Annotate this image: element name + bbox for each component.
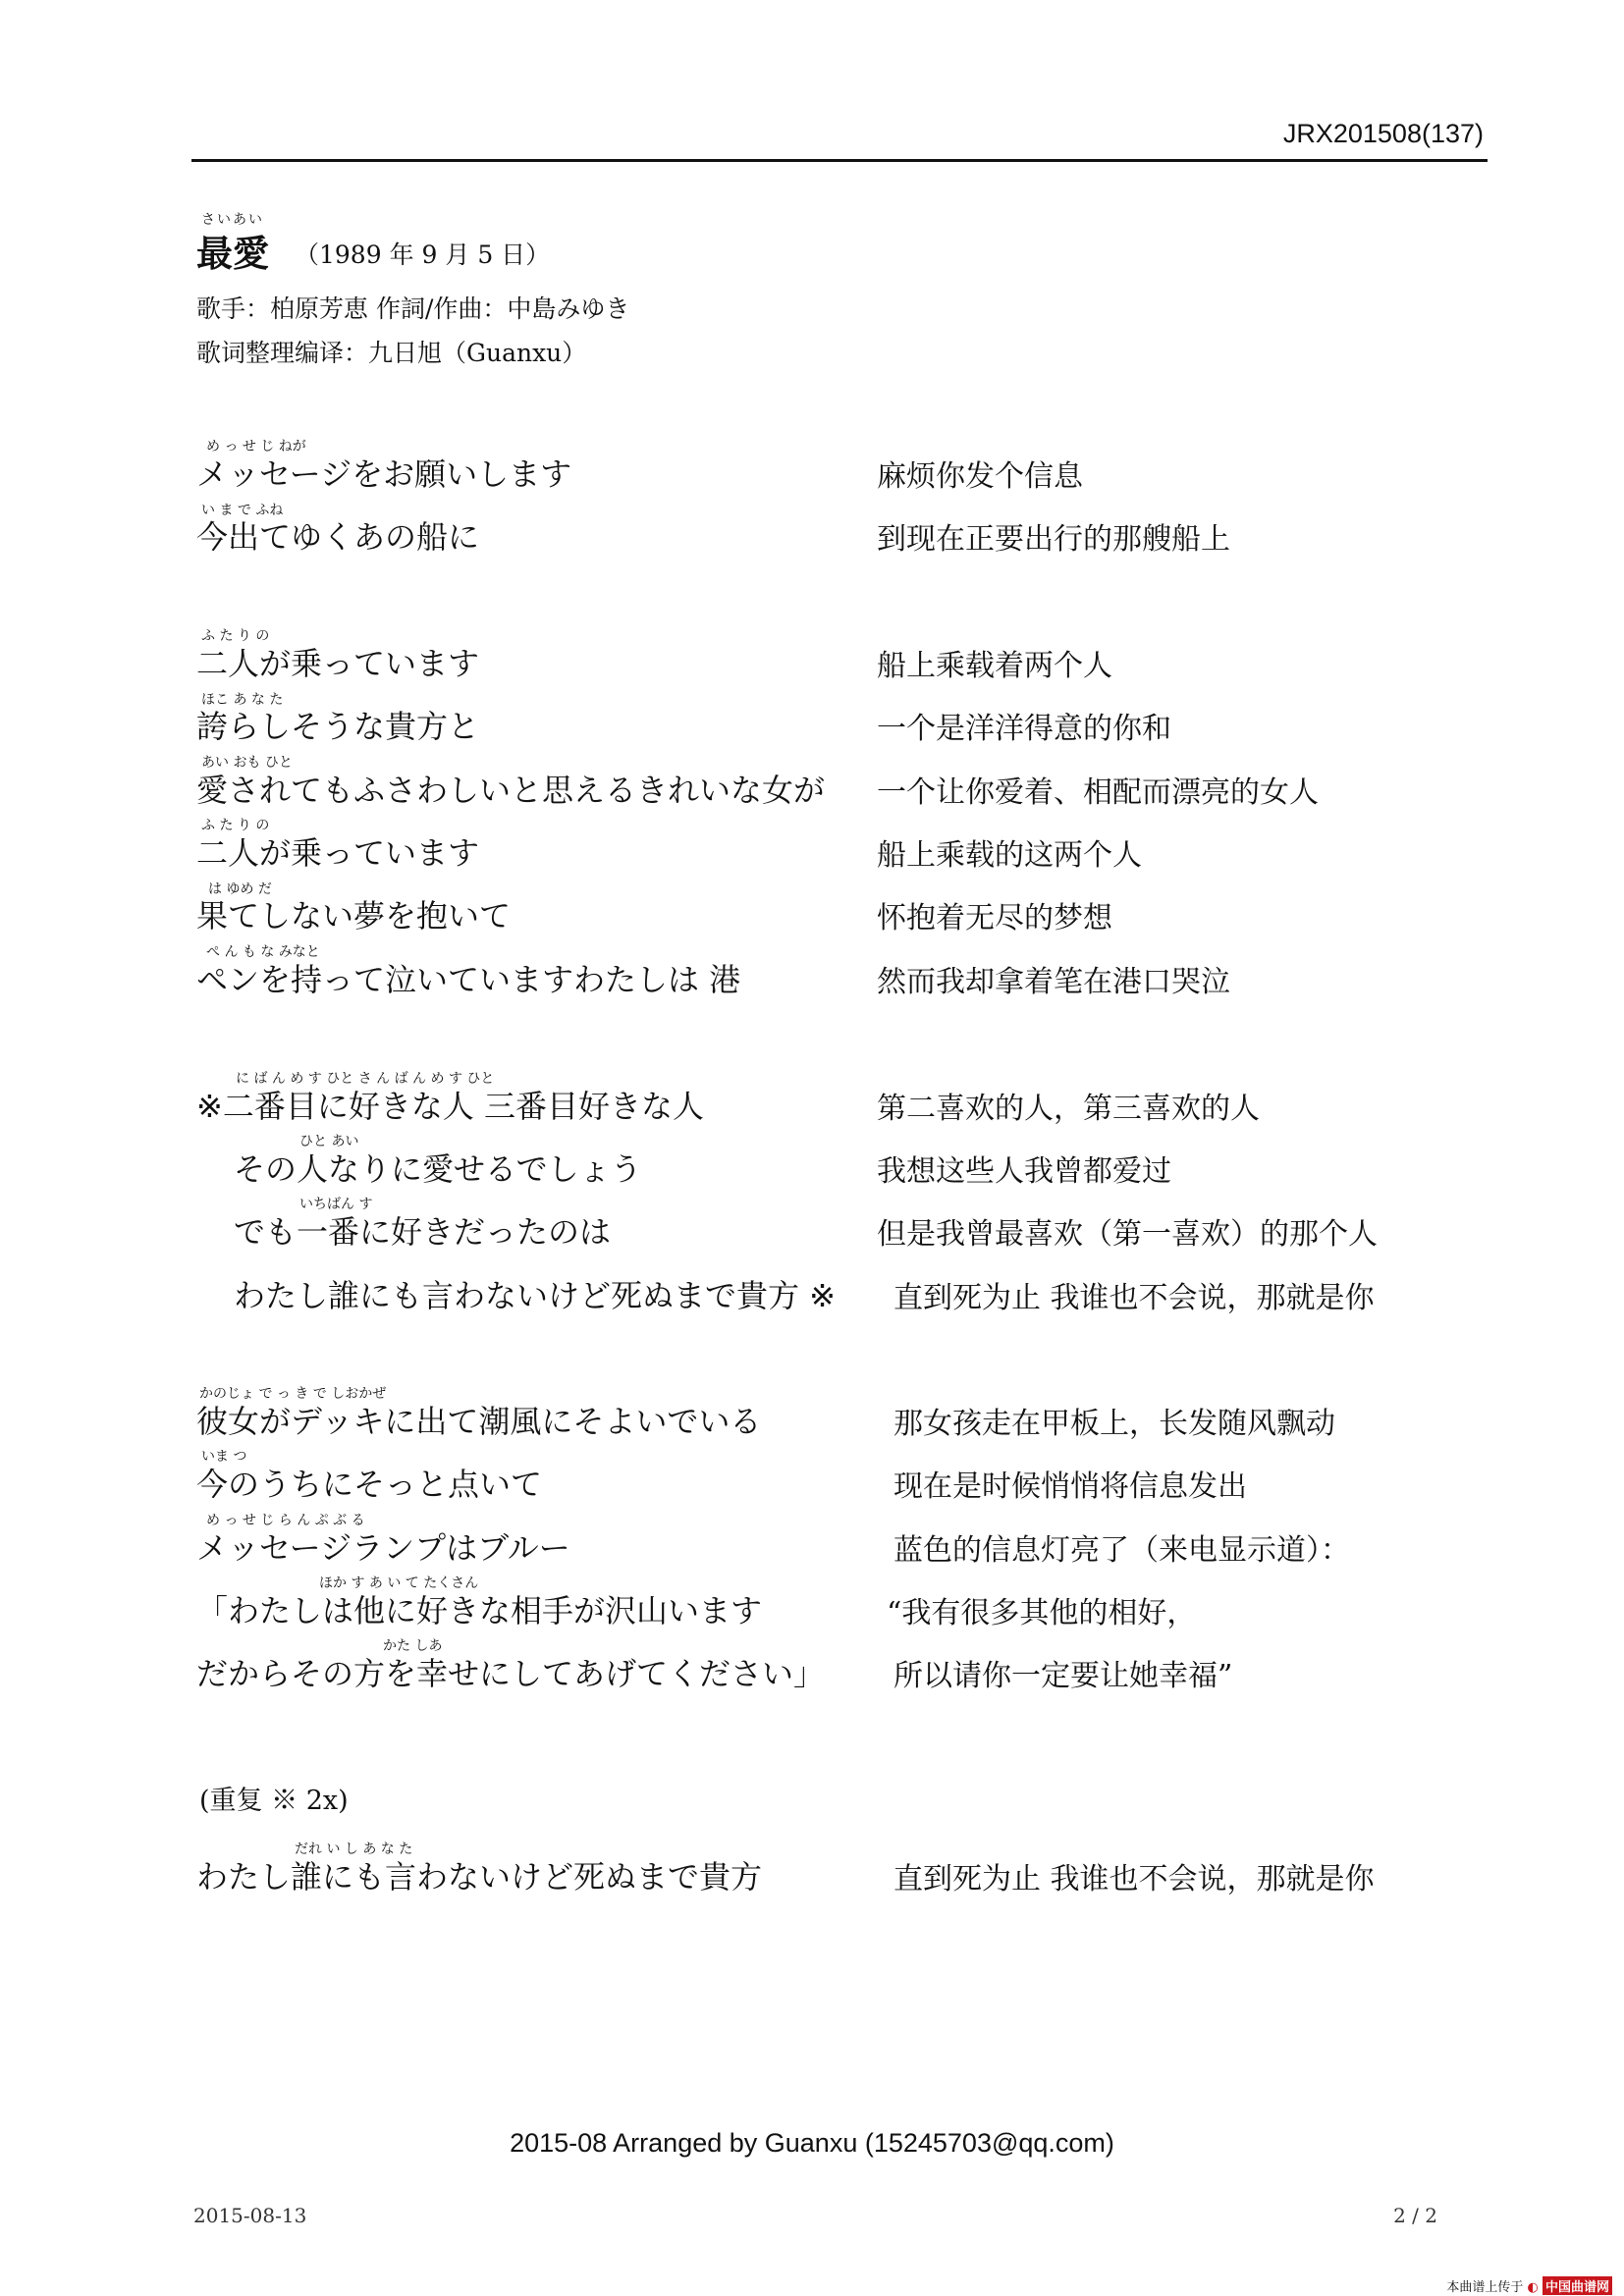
lyric-ruby: は ゆめ だ	[208, 881, 272, 897]
lyric-ruby: あい おも ひと	[201, 755, 293, 771]
lyric-japanese: 誇らしそうな貴方と	[196, 708, 480, 745]
lyric-japanese: わたし誰にも言わないけど死ぬまで貴方	[196, 1858, 763, 1896]
lyric-japanese: その人なりに愛せるでしょう	[234, 1150, 642, 1188]
lyric-ruby: かのじょ で っ き で しおかぜ	[199, 1386, 387, 1402]
lyric-translation: 现在是时候悄悄将信息发出	[893, 1469, 1247, 1504]
lyric-ruby: ふ た り の	[201, 818, 270, 833]
footer-date: 2015-08-13	[193, 2204, 307, 2227]
lyric-japanese: でも一番に好きだったのは	[234, 1213, 612, 1251]
title-ruby: さいあい	[201, 212, 264, 228]
lyric-translation: 蓝色的信息灯亮了（来电显示道）：	[893, 1533, 1350, 1568]
header-divider	[191, 159, 1488, 162]
lyric-translation: 直到死为止 我谁也不会说，那就是你	[893, 1862, 1375, 1896]
watermark-prefix: 本曲谱上传于	[1446, 2280, 1524, 2295]
watermark-logo-icon: ◐	[1527, 2280, 1539, 2295]
lyric-ruby: いま つ	[201, 1449, 247, 1465]
lyric-ruby: かた しあ	[383, 1638, 443, 1654]
lyric-translation: “我有很多其他的相好，	[887, 1596, 1197, 1630]
lyric-ruby: ひと あい	[299, 1134, 359, 1149]
lyric-ruby: め っ せ じ ねが	[206, 439, 306, 454]
lyric-japanese: 「わたしは他に好きな相手が沢山います	[196, 1592, 763, 1629]
lyric-japanese: メッセージをお願いします	[196, 455, 572, 493]
lyric-ruby: ぺ ん も な みなと	[206, 944, 320, 960]
lyric-ruby: に ば ん め す ひと さ ん ば ん め す ひと	[236, 1071, 495, 1087]
lyric-japanese: 二人が乗っています	[196, 834, 480, 872]
lyric-ruby: ふ た り の	[201, 628, 270, 644]
lyric-japanese: 愛されてもふさわしいと思えるきれいな女が	[196, 772, 826, 809]
lyric-japanese: わたし誰にも言わないけど死ぬまで貴方 ※	[234, 1277, 836, 1314]
lyric-translation: 到现在正要出行的那艘船上	[877, 522, 1230, 557]
lyric-translation: 一个让你爱着、相配而漂亮的女人	[877, 775, 1319, 810]
lyric-translation: 一个是洋洋得意的你和	[877, 712, 1171, 746]
repeat-note: (重复 ※ 2x)	[199, 1786, 349, 1816]
lyric-ruby: いちばん す	[299, 1197, 373, 1212]
arranger-credit: 2015-08 Arranged by Guanxu (15245703@qq.com)	[510, 2128, 1114, 2158]
lyric-ruby: め っ せ じ ら ん ぷ ぶ る	[206, 1513, 365, 1528]
lyric-translation: 然而我却拿着笔在港口哭泣	[877, 965, 1230, 999]
page-number: 2 / 2	[1393, 2204, 1437, 2227]
lyric-japanese: 彼女がデッキに出て潮風にそよいでいる	[196, 1403, 762, 1440]
lyric-translation: 那女孩走在甲板上，长发随风飘动	[893, 1407, 1335, 1441]
lyric-japanese: 果てしない夢を抱いて	[196, 897, 512, 934]
lyric-translation: 麻烦你发个信息	[877, 459, 1083, 494]
watermark-brand: 中国曲谱网	[1543, 2276, 1612, 2295]
lyric-translation: 但是我曾最喜欢（第一喜欢）的那个人	[877, 1217, 1378, 1252]
singer-credits: 歌手：柏原芳恵 作詞/作曲：中島みゆき	[196, 294, 630, 323]
lyric-translation: 直到死为止 我谁也不会说，那就是你	[893, 1281, 1375, 1315]
lyric-japanese: だからその方を幸せにしてあげてください」	[196, 1655, 826, 1692]
lyric-japanese: 今出てゆくあの船に	[196, 518, 480, 556]
lyric-translation: 我想这些人我曾都爱过	[877, 1154, 1171, 1189]
song-date: （1989 年 9 月 5 日）	[295, 240, 551, 269]
site-watermark	[1446, 2276, 1612, 2295]
lyric-ruby: ほこ あ な た	[201, 692, 284, 708]
lyric-ruby: だれ い し あ な た	[295, 1842, 413, 1857]
lyric-ruby: い ま で ふね	[201, 503, 284, 518]
lyric-translation: 船上乘载着两个人	[877, 649, 1112, 683]
editor-credits: 歌词整理编译：九日旭（Guanxu）	[196, 339, 587, 367]
lyric-translation: 所以请你一定要让她幸福”	[893, 1659, 1233, 1693]
lyric-japanese: ペンを持って泣いていますわたしは 港	[196, 961, 741, 998]
lyric-japanese: 二人が乗っています	[196, 645, 480, 682]
song-title: 最愛	[196, 233, 269, 275]
lyric-translation: 第二喜欢的人，第三喜欢的人	[877, 1092, 1260, 1126]
lyric-japanese: メッセージランプはブルー	[196, 1529, 570, 1567]
lyric-japanese: 今のうちにそっと点いて	[196, 1466, 543, 1503]
lyric-japanese: ※二番目に好きな人 三番目好きな人	[196, 1088, 704, 1125]
lyric-ruby: ほか す あ い て たくさん	[319, 1575, 479, 1591]
lyric-translation: 怀抱着无尽的梦想	[877, 901, 1112, 935]
lyric-translation: 船上乘载的这两个人	[877, 838, 1142, 873]
document-id: JRX201508(137)	[1282, 119, 1484, 148]
